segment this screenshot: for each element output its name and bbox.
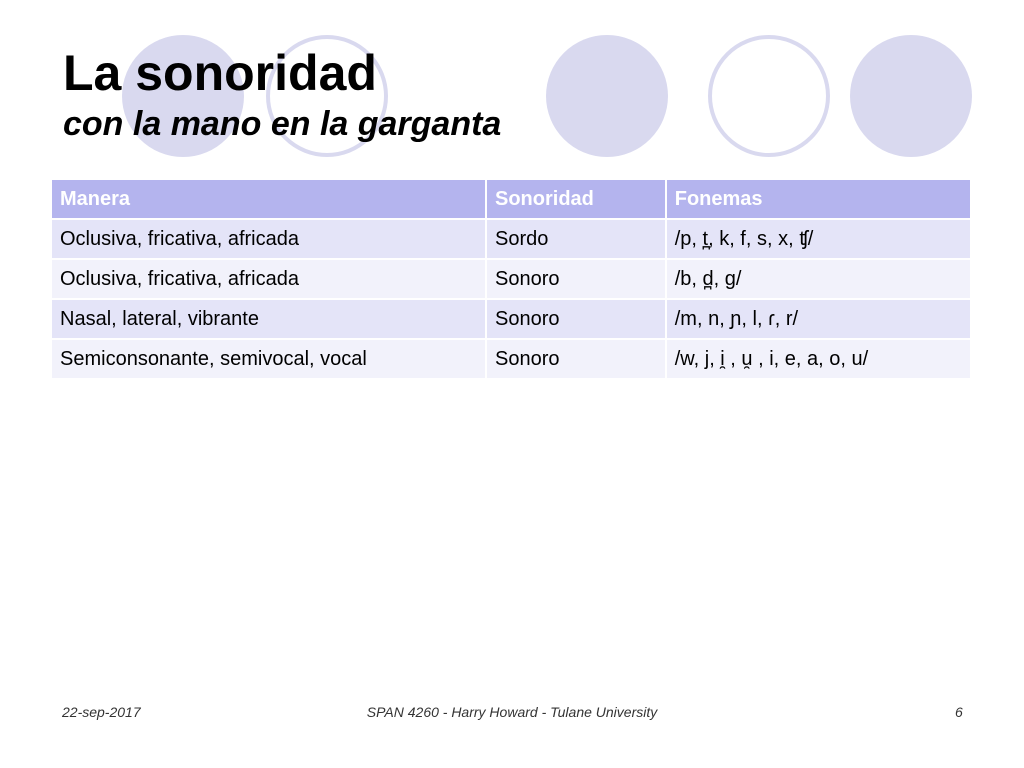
decor-circle-filled xyxy=(546,35,668,157)
cell-sonoridad: Sonoro xyxy=(486,299,666,339)
footer-page-number: 6 xyxy=(955,704,963,720)
table-row xyxy=(51,299,971,339)
decor-circle-ring xyxy=(708,35,830,157)
cell-sonoridad: Sonoro xyxy=(486,339,666,379)
header-manera: Manera xyxy=(51,179,486,219)
footer-date: 22-sep-2017 xyxy=(62,704,141,720)
table-header-row xyxy=(51,179,971,219)
header-sonoridad: Sonoridad xyxy=(486,179,666,219)
cell-manera: Nasal, lateral, vibrante xyxy=(51,299,486,339)
slide-subtitle: con la mano en la garganta xyxy=(63,105,502,143)
table-row xyxy=(51,339,971,379)
cell-fonemas: /w, j, i̯ , u̯ , i, e, a, o, u/ xyxy=(666,339,971,379)
cell-manera: Oclusiva, fricativa, africada xyxy=(51,219,486,259)
slide-title: La sonoridad xyxy=(63,45,377,101)
table-row xyxy=(51,219,971,259)
cell-fonemas: /m, n, ɲ, l, ɾ, r/ xyxy=(666,299,971,339)
cell-manera: Oclusiva, fricativa, africada xyxy=(51,259,486,299)
table-row xyxy=(51,259,971,299)
header-fonemas: Fonemas xyxy=(666,179,971,219)
cell-sonoridad: Sordo xyxy=(486,219,666,259)
cell-sonoridad: Sonoro xyxy=(486,259,666,299)
cell-manera: Semiconsonante, semivocal, vocal xyxy=(51,339,486,379)
decor-circle-filled xyxy=(850,35,972,157)
phoneme-table xyxy=(50,178,972,380)
cell-fonemas: /p, t̪, k, f, s, x, ʧ/ xyxy=(666,219,971,259)
title-block xyxy=(63,42,501,144)
footer-course: SPAN 4260 - Harry Howard - Tulane University xyxy=(366,704,658,720)
cell-fonemas: /b, d̪, g/ xyxy=(666,259,971,299)
